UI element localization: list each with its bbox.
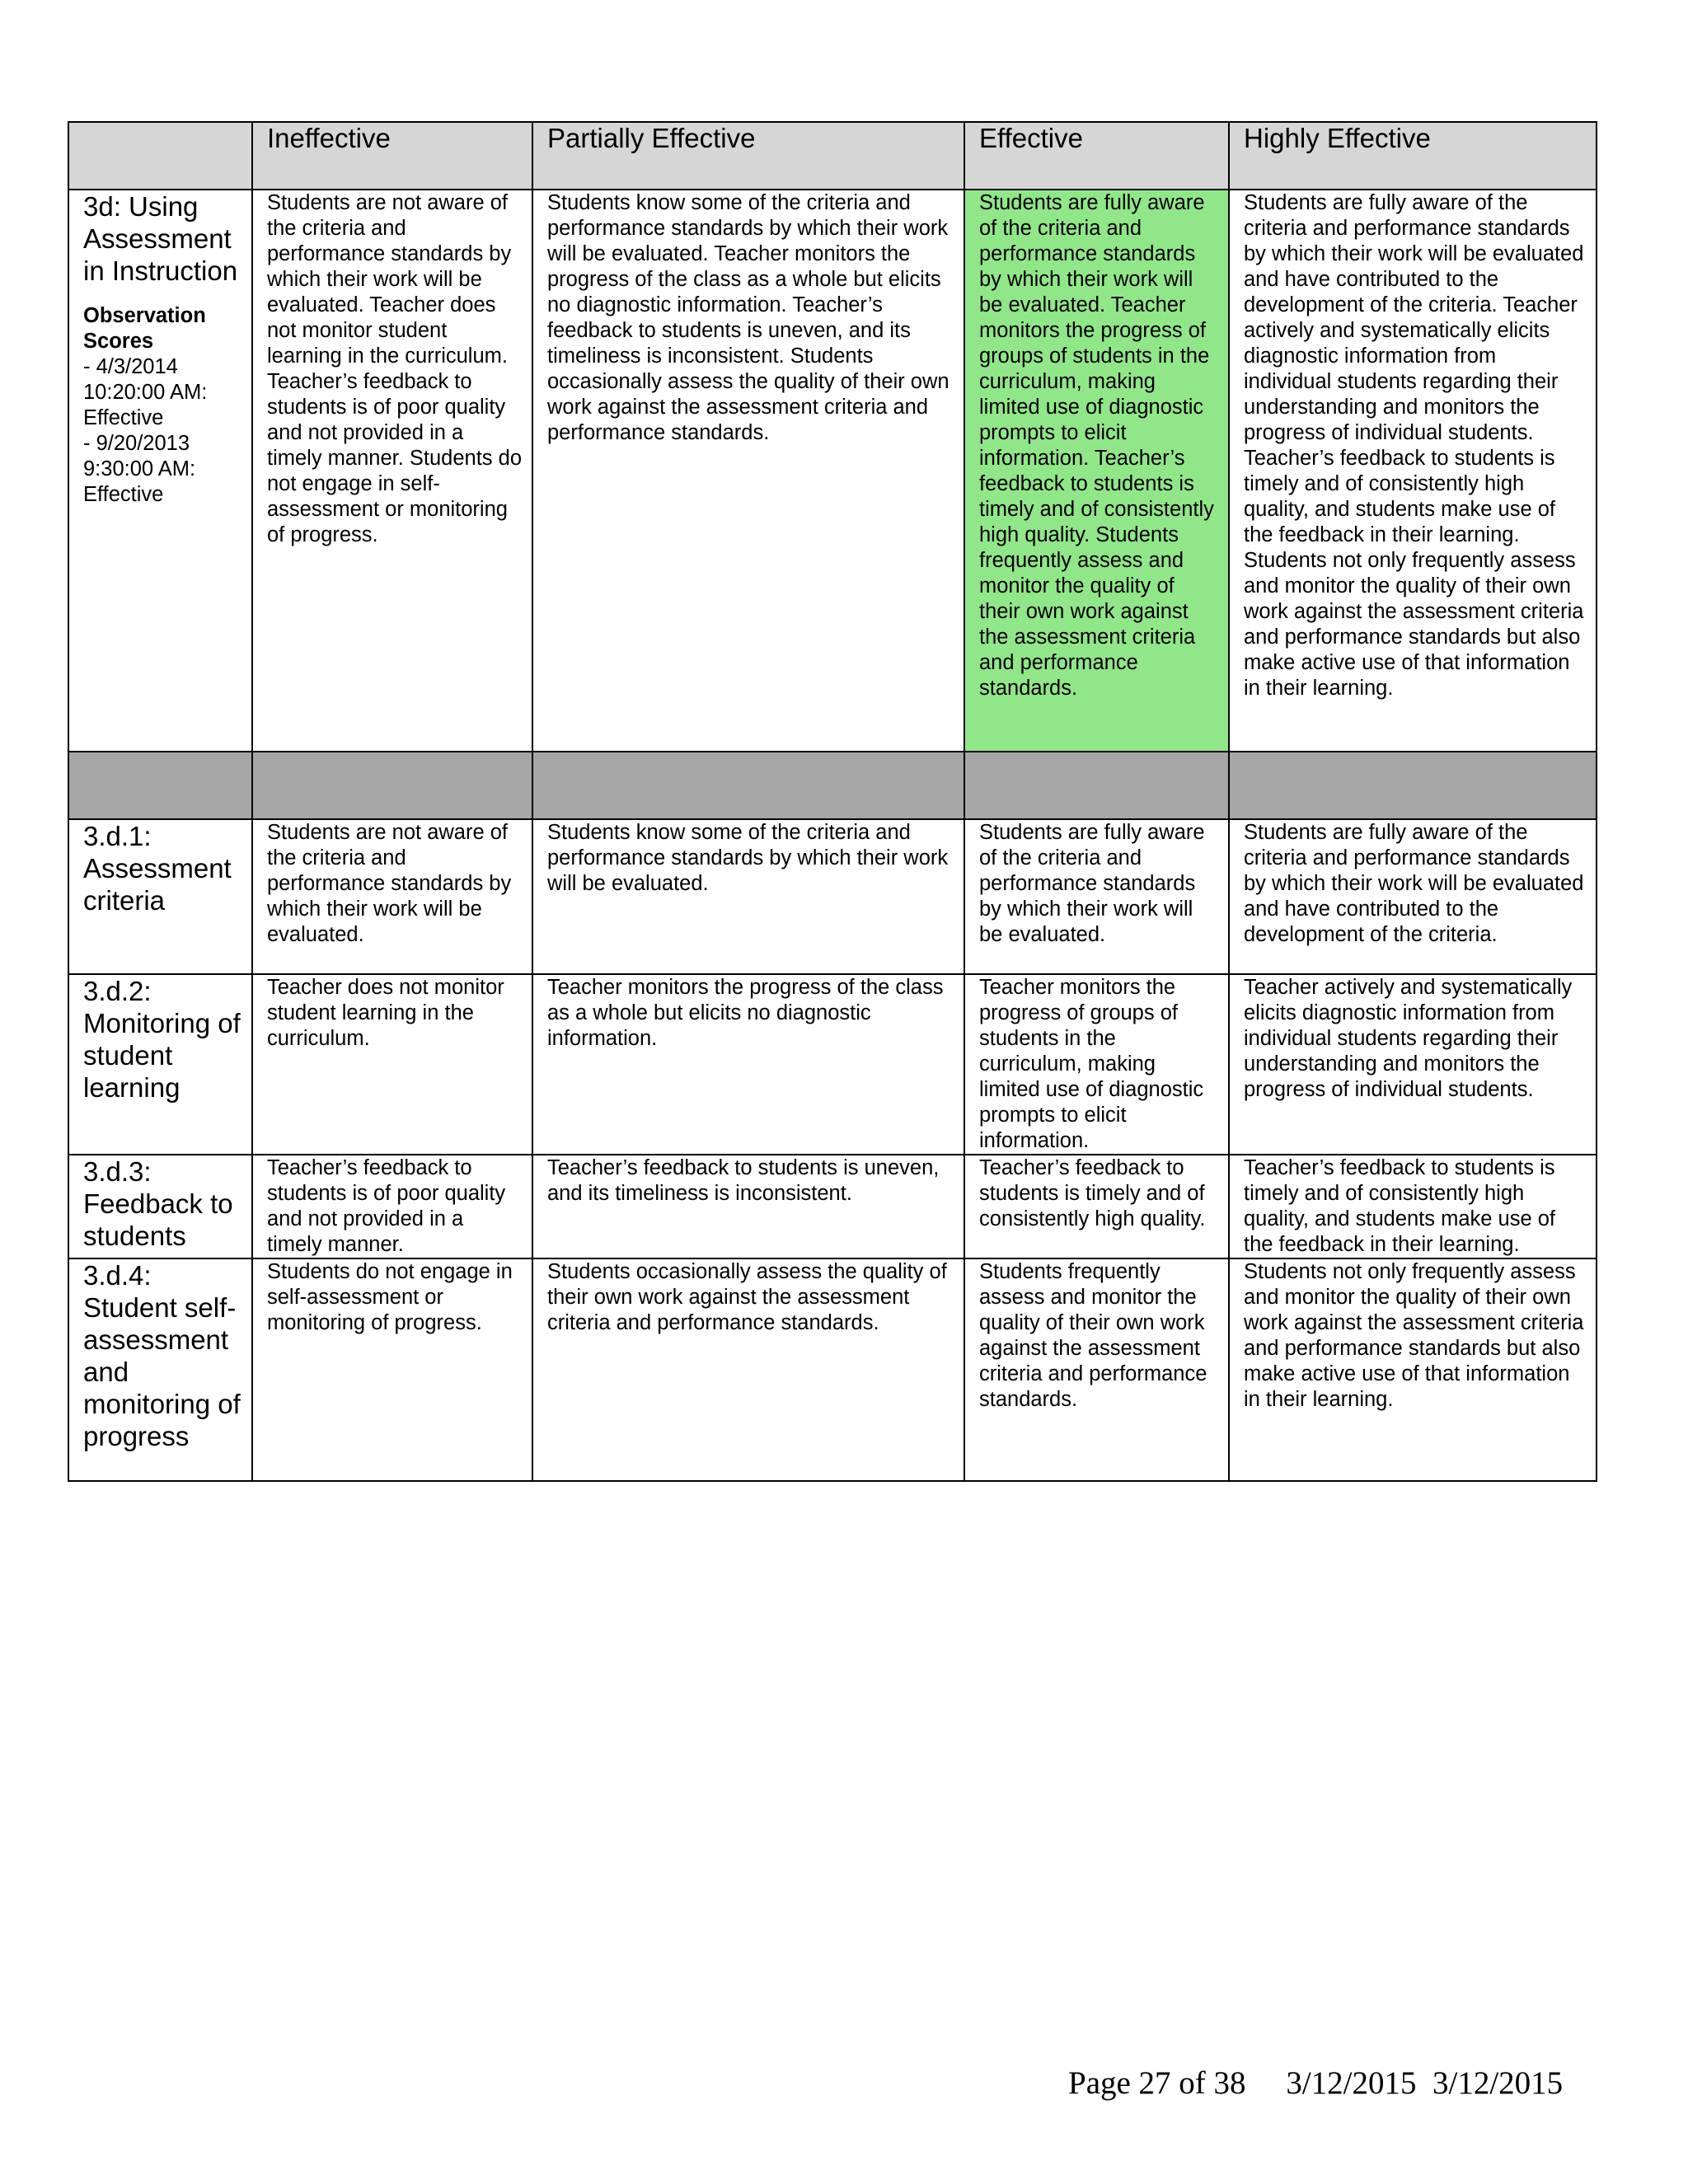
main-ineffective-cell: Students are not aware of the criteria and performance standards by which their work will be evaluated. Teacher does not monitor student learning in the curriculum. Teacher’s feedback to students is of poor quality and not provided in a timely manner. Students do not engage in self-assessment or monitoring of progress. [252, 190, 532, 752]
main-row [68, 190, 1597, 752]
sub-row-cell: Students not only frequently assess and monitor the quality of their own work against the assessment criteria and performance standards but also make active use of that information in their learning. [1229, 1258, 1597, 1481]
sub-row-cell: Students are not aware of the criteria and performance standards by which their work will be evaluated. [252, 819, 532, 974]
header-partially-effective: Partially Effective [532, 122, 964, 190]
sub-row-cell: Teacher’s feedback to students is timely and of consistently high quality, and students make use of the feedback in their learning. [1229, 1155, 1597, 1258]
sub-row-3d1 [68, 819, 1597, 974]
rubric-table [68, 121, 1597, 1482]
footer-date: 3/12/2015 [1286, 2065, 1417, 2101]
separator-cell [532, 752, 964, 819]
sub-row-title: 3.d.2: Monitoring of student learning [68, 974, 252, 1155]
sub-row-cell: Students do not engage in self-assessment or monitoring of progress. [252, 1258, 532, 1481]
sub-row-3d4 [68, 1258, 1597, 1481]
separator-cell [1229, 752, 1597, 819]
separator-cell [68, 752, 252, 819]
sub-row-cell: Teacher does not monitor student learning in the curriculum. [252, 974, 532, 1155]
sub-row-title: 3.d.4: Student self-assessment and monitoring of progress [68, 1258, 252, 1481]
page-number: Page 27 of 38 [1068, 2065, 1246, 2101]
sub-row-cell: Teacher’s feedback to students is timely and of consistently high quality. [964, 1155, 1229, 1258]
sub-row-3d2 [68, 974, 1597, 1155]
component-title: 3d: Using Assessment in Instruction [83, 191, 238, 286]
sub-row-cell: Teacher’s feedback to students is uneven, and its timeliness is inconsistent. [532, 1155, 964, 1258]
sub-row-3d3 [68, 1155, 1597, 1258]
observation-scores-title: Observation Scores [83, 304, 206, 353]
sub-row-cell: Students frequently assess and monitor the quality of their own work against the assessment criteria and performance standards. [964, 1258, 1229, 1481]
observation-line: 9:30:00 AM: [83, 457, 196, 480]
sub-row-cell: Students know some of the criteria and performance standards by which their work will be evaluated. [532, 819, 964, 974]
separator-cell [252, 752, 532, 819]
sub-row-cell: Teacher monitors the progress of the class as a whole but elicits no diagnostic information. [532, 974, 964, 1155]
separator-row [68, 752, 1597, 819]
sub-row-cell: Students are fully aware of the criteria and performance standards by which their work will be evaluated. [964, 819, 1229, 974]
page-footer [1068, 2064, 1563, 2102]
observation-line: - 9/20/2013 [83, 432, 190, 455]
observation-line: Effective [83, 483, 164, 506]
sub-row-title: 3.d.1: Assessment criteria [68, 819, 252, 974]
header-row [68, 122, 1597, 190]
sub-row-cell: Teacher monitors the progress of groups of students in the curriculum, making limited use of diagnostic prompts to elicit information. [964, 974, 1229, 1155]
sub-row-cell: Students are fully aware of the criteria and performance standards by which their work will be evaluated and have contributed to the development of the criteria. [1229, 819, 1597, 974]
main-row-head [68, 190, 252, 752]
sub-row-cell: Teacher actively and systematically elicits diagnostic information from individual students regarding their understanding and monitors the progress of individual students. [1229, 974, 1597, 1155]
main-partially-effective-cell: Students know some of the criteria and performance standards by which their work will be evaluated. Teacher monitors the progress of the class as a whole but elicits no diagnostic information. Teacher’s feedback to students is uneven, and its timeliness is inconsistent. Students occasionally assess the quality of their own work against the assessment criteria and performance standards. [532, 190, 964, 752]
main-highly-effective-cell: Students are fully aware of the criteria and performance standards by which their work will be evaluated and have contributed to the development of the criteria. Teacher actively and systematically elicits diagnostic information from individual students regarding their understanding and monitors the progress of individual students. Teacher’s feedback to students is timely and of consistently high quality, and students make use of the feedback in their learning. Students not only frequently assess and monitor the quality of their own work against the assessment criteria and performance standards but also make active use of that information in their learning. [1229, 190, 1597, 752]
header-effective: Effective [964, 122, 1229, 190]
sub-row-cell: Students occasionally assess the quality of their own work against the assessment criteria and performance standards. [532, 1258, 964, 1481]
separator-cell [964, 752, 1229, 819]
header-cell-blank [68, 122, 252, 190]
observation-line: 10:20:00 AM: [83, 381, 208, 404]
observation-line: Effective [83, 406, 164, 429]
observation-line: - 4/3/2014 [83, 355, 178, 378]
footer-date: 3/12/2015 [1432, 2065, 1564, 2101]
header-ineffective: Ineffective [252, 122, 532, 190]
sub-row-title: 3.d.3: Feedback to students [68, 1155, 252, 1258]
sub-row-cell: Teacher’s feedback to students is of poor quality and not provided in a timely manner. [252, 1155, 532, 1258]
header-highly-effective: Highly Effective [1229, 122, 1597, 190]
main-effective-cell-highlighted: Students are fully aware of the criteria and performance standards by which their work will be evaluated. Teacher monitors the progress of groups of students in the curriculum, making limited use of diagnostic prompts to elicit information. Teacher’s feedback to students is timely and of consistently high quality. Students frequently assess and monitor the quality of their own work against the assessment criteria and performance standards. [964, 190, 1229, 752]
